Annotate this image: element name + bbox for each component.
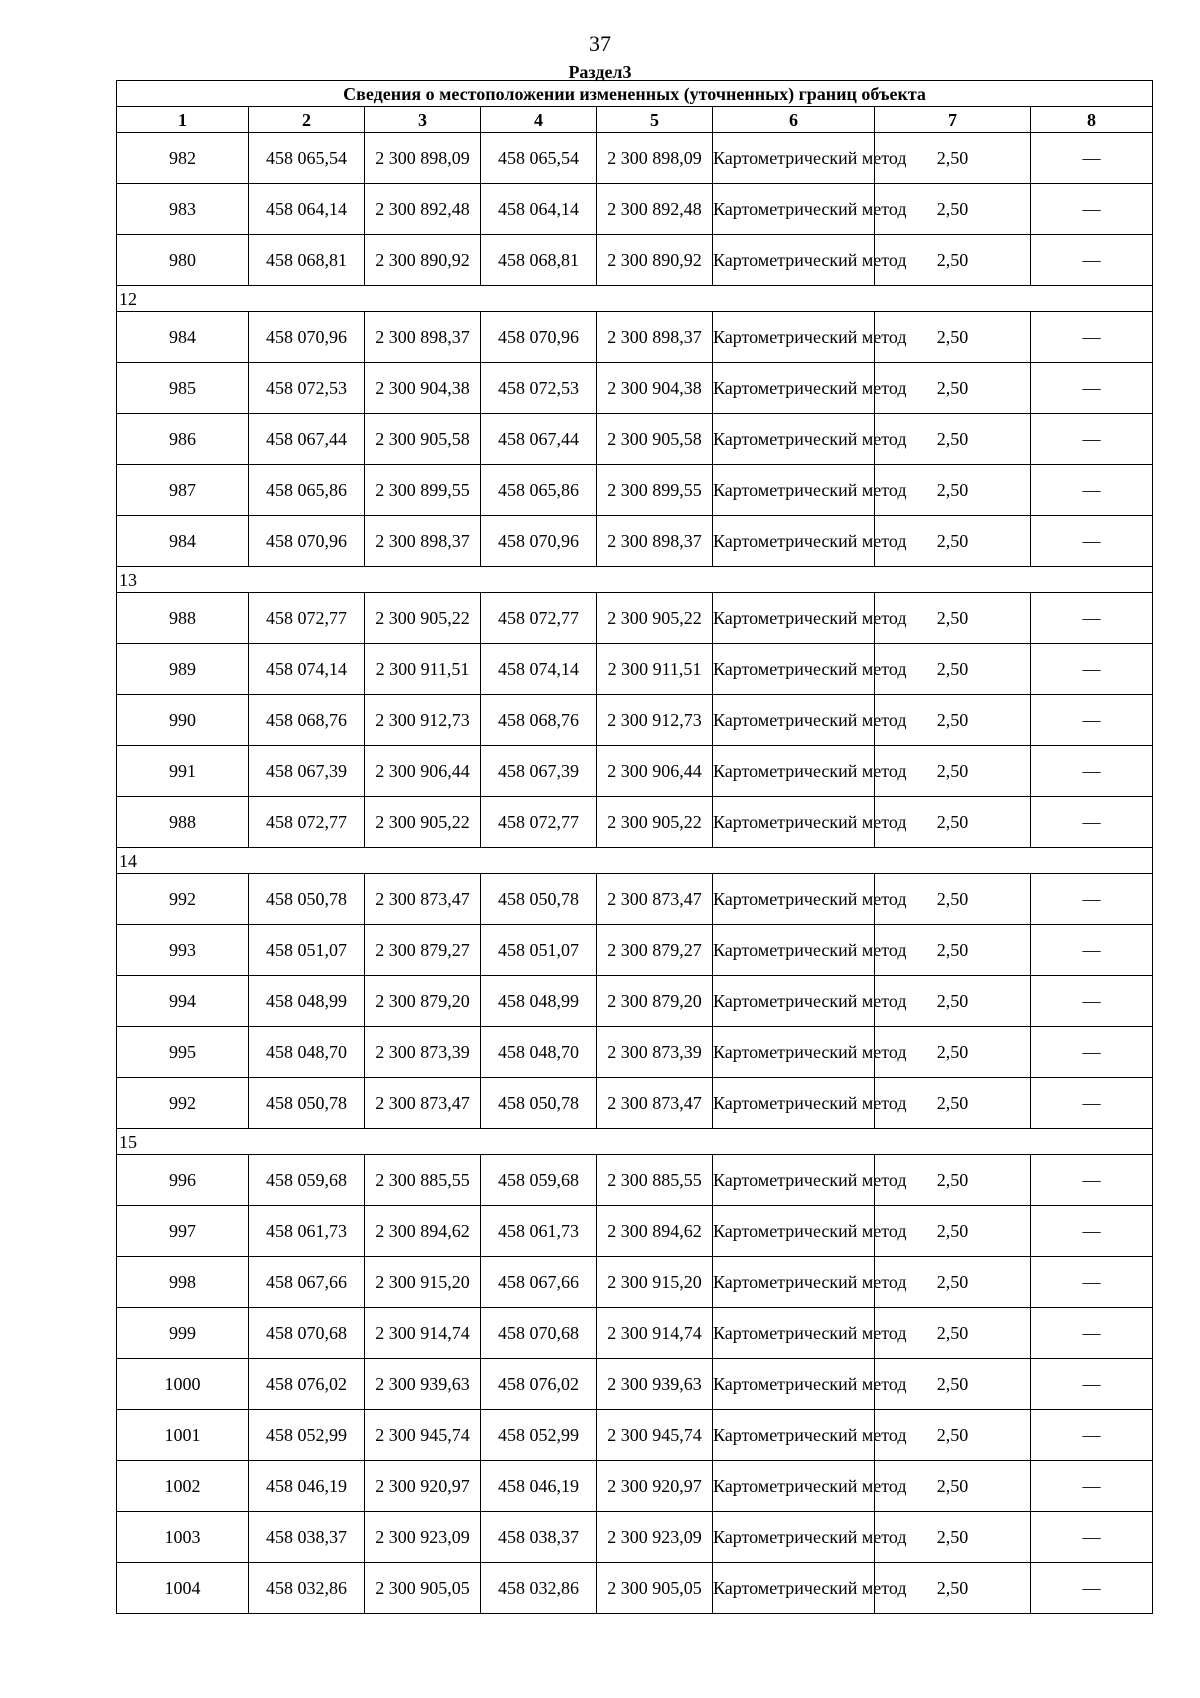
table-body	[117, 81, 1153, 1614]
table-row	[117, 695, 1153, 746]
description-cell: —	[1031, 235, 1153, 286]
precision-cell: 2,50	[875, 976, 1031, 1027]
point-number-cell: 988	[117, 593, 249, 644]
contour-number: 13	[117, 567, 1153, 593]
table-row	[117, 184, 1153, 235]
section-title: Раздел3	[568, 62, 632, 82]
contour-group-row	[117, 286, 1153, 312]
y-new-cell: 2 300 892,48	[597, 184, 713, 235]
table-row	[117, 1206, 1153, 1257]
precision-cell: 2,50	[875, 516, 1031, 567]
table-row	[117, 414, 1153, 465]
description-cell: —	[1031, 1512, 1153, 1563]
y-new-cell: 2 300 873,39	[597, 1027, 713, 1078]
table-row	[117, 976, 1153, 1027]
y-existing-cell: 2 300 894,62	[365, 1206, 481, 1257]
x-existing-cell: 458 065,86	[249, 465, 365, 516]
method-cell: Картометрический метод	[713, 1155, 875, 1206]
point-number-cell: 992	[117, 874, 249, 925]
table-caption-row	[117, 81, 1153, 107]
description-cell: —	[1031, 1563, 1153, 1614]
description-cell: —	[1031, 695, 1153, 746]
x-existing-cell: 458 070,96	[249, 516, 365, 567]
method-cell: Картометрический метод	[713, 874, 875, 925]
y-new-cell: 2 300 912,73	[597, 695, 713, 746]
x-new-cell: 458 076,02	[481, 1359, 597, 1410]
y-new-cell: 2 300 873,47	[597, 874, 713, 925]
description-cell: —	[1031, 1308, 1153, 1359]
method-cell: Картометрический метод	[713, 133, 875, 184]
method-cell: Картометрический метод	[713, 1359, 875, 1410]
y-new-cell: 2 300 914,74	[597, 1308, 713, 1359]
y-new-cell: 2 300 898,37	[597, 516, 713, 567]
point-number-cell: 1003	[117, 1512, 249, 1563]
y-existing-cell: 2 300 879,20	[365, 976, 481, 1027]
y-new-cell: 2 300 904,38	[597, 363, 713, 414]
table-row	[117, 746, 1153, 797]
y-existing-cell: 2 300 914,74	[365, 1308, 481, 1359]
x-existing-cell: 458 032,86	[249, 1563, 365, 1614]
description-cell: —	[1031, 976, 1153, 1027]
x-new-cell: 458 048,99	[481, 976, 597, 1027]
y-new-cell: 2 300 879,27	[597, 925, 713, 976]
x-existing-cell: 458 074,14	[249, 644, 365, 695]
y-existing-cell: 2 300 873,39	[365, 1027, 481, 1078]
y-new-cell: 2 300 939,63	[597, 1359, 713, 1410]
description-cell: —	[1031, 465, 1153, 516]
precision-cell: 2,50	[875, 1512, 1031, 1563]
point-number-cell: 989	[117, 644, 249, 695]
method-cell: Картометрический метод	[713, 414, 875, 465]
x-new-cell: 458 046,19	[481, 1461, 597, 1512]
y-new-cell: 2 300 898,09	[597, 133, 713, 184]
y-existing-cell: 2 300 906,44	[365, 746, 481, 797]
y-new-cell: 2 300 905,05	[597, 1563, 713, 1614]
y-new-cell: 2 300 945,74	[597, 1410, 713, 1461]
point-number-cell: 991	[117, 746, 249, 797]
x-existing-cell: 458 052,99	[249, 1410, 365, 1461]
y-new-cell: 2 300 885,55	[597, 1155, 713, 1206]
method-cell: Картометрический метод	[713, 695, 875, 746]
point-number-cell: 1004	[117, 1563, 249, 1614]
x-new-cell: 458 070,96	[481, 312, 597, 363]
x-existing-cell: 458 068,76	[249, 695, 365, 746]
x-new-cell: 458 067,44	[481, 414, 597, 465]
method-cell: Картометрический метод	[713, 644, 875, 695]
description-cell: —	[1031, 874, 1153, 925]
precision-cell: 2,50	[875, 1078, 1031, 1129]
x-existing-cell: 458 061,73	[249, 1206, 365, 1257]
x-existing-cell: 458 046,19	[249, 1461, 365, 1512]
y-existing-cell: 2 300 945,74	[365, 1410, 481, 1461]
boundary-coordinates-table	[116, 80, 1153, 1614]
point-number-cell: 999	[117, 1308, 249, 1359]
y-new-cell: 2 300 905,58	[597, 414, 713, 465]
x-existing-cell: 458 059,68	[249, 1155, 365, 1206]
contour-group-row	[117, 1129, 1153, 1155]
table-row	[117, 1257, 1153, 1308]
method-cell: Картометрический метод	[713, 1257, 875, 1308]
method-cell: Картометрический метод	[713, 1206, 875, 1257]
y-existing-cell: 2 300 915,20	[365, 1257, 481, 1308]
column-number-header: 1	[117, 107, 249, 133]
y-new-cell: 2 300 894,62	[597, 1206, 713, 1257]
description-cell: —	[1031, 312, 1153, 363]
y-existing-cell: 2 300 905,58	[365, 414, 481, 465]
x-new-cell: 458 070,96	[481, 516, 597, 567]
table-row	[117, 1027, 1153, 1078]
precision-cell: 2,50	[875, 593, 1031, 644]
table-row	[117, 465, 1153, 516]
table-row	[117, 1512, 1153, 1563]
y-existing-cell: 2 300 920,97	[365, 1461, 481, 1512]
precision-cell: 2,50	[875, 874, 1031, 925]
point-number-cell: 997	[117, 1206, 249, 1257]
precision-cell: 2,50	[875, 465, 1031, 516]
column-number-header: 6	[713, 107, 875, 133]
x-existing-cell: 458 072,77	[249, 797, 365, 848]
method-cell: Картометрический метод	[713, 1078, 875, 1129]
description-cell: —	[1031, 1257, 1153, 1308]
description-cell: —	[1031, 1410, 1153, 1461]
point-number-cell: 982	[117, 133, 249, 184]
x-existing-cell: 458 067,66	[249, 1257, 365, 1308]
method-cell: Картометрический метод	[713, 925, 875, 976]
description-cell: —	[1031, 644, 1153, 695]
y-existing-cell: 2 300 885,55	[365, 1155, 481, 1206]
x-new-cell: 458 051,07	[481, 925, 597, 976]
column-number-header: 4	[481, 107, 597, 133]
x-existing-cell: 458 050,78	[249, 1078, 365, 1129]
precision-cell: 2,50	[875, 1359, 1031, 1410]
precision-cell: 2,50	[875, 695, 1031, 746]
column-number-header: 2	[249, 107, 365, 133]
method-cell: Картометрический метод	[713, 1308, 875, 1359]
table-caption: Сведения о местоположении измененных (уточненных) границ объекта	[117, 81, 1153, 107]
table-row	[117, 797, 1153, 848]
precision-cell: 2,50	[875, 363, 1031, 414]
method-cell: Картометрический метод	[713, 1512, 875, 1563]
y-new-cell: 2 300 873,47	[597, 1078, 713, 1129]
description-cell: —	[1031, 1359, 1153, 1410]
x-existing-cell: 458 067,39	[249, 746, 365, 797]
table-row	[117, 593, 1153, 644]
x-existing-cell: 458 070,68	[249, 1308, 365, 1359]
x-new-cell: 458 068,81	[481, 235, 597, 286]
table-row	[117, 644, 1153, 695]
y-new-cell: 2 300 906,44	[597, 746, 713, 797]
table-row	[117, 874, 1153, 925]
x-existing-cell: 458 068,81	[249, 235, 365, 286]
x-new-cell: 458 074,14	[481, 644, 597, 695]
method-cell: Картометрический метод	[713, 1410, 875, 1461]
y-existing-cell: 2 300 912,73	[365, 695, 481, 746]
x-new-cell: 458 065,54	[481, 133, 597, 184]
x-new-cell: 458 050,78	[481, 874, 597, 925]
method-cell: Картометрический метод	[713, 1027, 875, 1078]
contour-number: 14	[117, 848, 1153, 874]
y-existing-cell: 2 300 899,55	[365, 465, 481, 516]
precision-cell: 2,50	[875, 797, 1031, 848]
point-number-cell: 987	[117, 465, 249, 516]
precision-cell: 2,50	[875, 1206, 1031, 1257]
contour-group-row	[117, 567, 1153, 593]
y-existing-cell: 2 300 890,92	[365, 235, 481, 286]
contour-group-row	[117, 848, 1153, 874]
table-row	[117, 1155, 1153, 1206]
precision-cell: 2,50	[875, 1563, 1031, 1614]
table-row	[117, 1563, 1153, 1614]
description-cell: —	[1031, 363, 1153, 414]
description-cell: —	[1031, 797, 1153, 848]
point-number-cell: 984	[117, 312, 249, 363]
x-new-cell: 458 032,86	[481, 1563, 597, 1614]
precision-cell: 2,50	[875, 414, 1031, 465]
x-existing-cell: 458 072,77	[249, 593, 365, 644]
column-number-header: 7	[875, 107, 1031, 133]
x-new-cell: 458 038,37	[481, 1512, 597, 1563]
method-cell: Картометрический метод	[713, 516, 875, 567]
contour-number: 12	[117, 286, 1153, 312]
description-cell: —	[1031, 414, 1153, 465]
y-new-cell: 2 300 911,51	[597, 644, 713, 695]
x-existing-cell: 458 076,02	[249, 1359, 365, 1410]
x-new-cell: 458 072,53	[481, 363, 597, 414]
table-row	[117, 1461, 1153, 1512]
y-existing-cell: 2 300 905,22	[365, 593, 481, 644]
y-existing-cell: 2 300 939,63	[365, 1359, 481, 1410]
x-new-cell: 458 070,68	[481, 1308, 597, 1359]
method-cell: Картометрический метод	[713, 976, 875, 1027]
description-cell: —	[1031, 184, 1153, 235]
contour-number: 15	[117, 1129, 1153, 1155]
table-row	[117, 1359, 1153, 1410]
x-existing-cell: 458 072,53	[249, 363, 365, 414]
point-number-cell: 993	[117, 925, 249, 976]
x-existing-cell: 458 070,96	[249, 312, 365, 363]
point-number-cell: 990	[117, 695, 249, 746]
description-cell: —	[1031, 746, 1153, 797]
x-new-cell: 458 048,70	[481, 1027, 597, 1078]
table-row	[117, 925, 1153, 976]
x-existing-cell: 458 050,78	[249, 874, 365, 925]
method-cell: Картометрический метод	[713, 363, 875, 414]
column-number-header: 5	[597, 107, 713, 133]
column-numbers-row	[117, 107, 1153, 133]
point-number-cell: 998	[117, 1257, 249, 1308]
x-new-cell: 458 061,73	[481, 1206, 597, 1257]
y-new-cell: 2 300 905,22	[597, 593, 713, 644]
method-cell: Картометрический метод	[713, 797, 875, 848]
y-existing-cell: 2 300 898,37	[365, 516, 481, 567]
precision-cell: 2,50	[875, 1461, 1031, 1512]
precision-cell: 2,50	[875, 1155, 1031, 1206]
point-number-cell: 1002	[117, 1461, 249, 1512]
y-existing-cell: 2 300 873,47	[365, 874, 481, 925]
y-existing-cell: 2 300 911,51	[365, 644, 481, 695]
description-cell: —	[1031, 1078, 1153, 1129]
precision-cell: 2,50	[875, 312, 1031, 363]
table-row	[117, 1078, 1153, 1129]
precision-cell: 2,50	[875, 184, 1031, 235]
description-cell: —	[1031, 1461, 1153, 1512]
y-existing-cell: 2 300 892,48	[365, 184, 481, 235]
description-cell: —	[1031, 1155, 1153, 1206]
column-number-header: 3	[365, 107, 481, 133]
x-new-cell: 458 072,77	[481, 593, 597, 644]
point-number-cell: 986	[117, 414, 249, 465]
table-row	[117, 235, 1153, 286]
y-new-cell: 2 300 905,22	[597, 797, 713, 848]
precision-cell: 2,50	[875, 1257, 1031, 1308]
point-number-cell: 983	[117, 184, 249, 235]
x-new-cell: 458 064,14	[481, 184, 597, 235]
precision-cell: 2,50	[875, 1027, 1031, 1078]
precision-cell: 2,50	[875, 235, 1031, 286]
method-cell: Картометрический метод	[713, 593, 875, 644]
y-new-cell: 2 300 899,55	[597, 465, 713, 516]
table-row	[117, 516, 1153, 567]
x-existing-cell: 458 048,70	[249, 1027, 365, 1078]
x-new-cell: 458 052,99	[481, 1410, 597, 1461]
table-row	[117, 133, 1153, 184]
x-new-cell: 458 068,76	[481, 695, 597, 746]
table-row	[117, 1308, 1153, 1359]
precision-cell: 2,50	[875, 925, 1031, 976]
precision-cell: 2,50	[875, 1410, 1031, 1461]
method-cell: Картометрический метод	[713, 1563, 875, 1614]
x-new-cell: 458 059,68	[481, 1155, 597, 1206]
point-number-cell: 992	[117, 1078, 249, 1129]
method-cell: Картометрический метод	[713, 235, 875, 286]
point-number-cell: 988	[117, 797, 249, 848]
method-cell: Картометрический метод	[713, 184, 875, 235]
y-new-cell: 2 300 879,20	[597, 976, 713, 1027]
x-existing-cell: 458 065,54	[249, 133, 365, 184]
table-row	[117, 312, 1153, 363]
x-new-cell: 458 067,66	[481, 1257, 597, 1308]
y-new-cell: 2 300 923,09	[597, 1512, 713, 1563]
point-number-cell: 985	[117, 363, 249, 414]
x-new-cell: 458 072,77	[481, 797, 597, 848]
x-existing-cell: 458 051,07	[249, 925, 365, 976]
point-number-cell: 984	[117, 516, 249, 567]
point-number-cell: 995	[117, 1027, 249, 1078]
point-number-cell: 996	[117, 1155, 249, 1206]
method-cell: Картометрический метод	[713, 1461, 875, 1512]
y-new-cell: 2 300 915,20	[597, 1257, 713, 1308]
description-cell: —	[1031, 1206, 1153, 1257]
description-cell: —	[1031, 133, 1153, 184]
point-number-cell: 994	[117, 976, 249, 1027]
x-existing-cell: 458 064,14	[249, 184, 365, 235]
precision-cell: 2,50	[875, 644, 1031, 695]
description-cell: —	[1031, 925, 1153, 976]
column-number-header: 8	[1031, 107, 1153, 133]
y-existing-cell: 2 300 898,37	[365, 312, 481, 363]
page-number: 37	[589, 31, 611, 56]
description-cell: —	[1031, 593, 1153, 644]
method-cell: Картометрический метод	[713, 465, 875, 516]
x-new-cell: 458 067,39	[481, 746, 597, 797]
description-cell: —	[1031, 516, 1153, 567]
method-cell: Картометрический метод	[713, 746, 875, 797]
point-number-cell: 1001	[117, 1410, 249, 1461]
y-existing-cell: 2 300 905,05	[365, 1563, 481, 1614]
precision-cell: 2,50	[875, 746, 1031, 797]
precision-cell: 2,50	[875, 1308, 1031, 1359]
point-number-cell: 1000	[117, 1359, 249, 1410]
description-cell: —	[1031, 1027, 1153, 1078]
method-cell: Картометрический метод	[713, 312, 875, 363]
y-new-cell: 2 300 898,37	[597, 312, 713, 363]
y-existing-cell: 2 300 905,22	[365, 797, 481, 848]
y-existing-cell: 2 300 923,09	[365, 1512, 481, 1563]
table-row	[117, 363, 1153, 414]
y-existing-cell: 2 300 904,38	[365, 363, 481, 414]
x-existing-cell: 458 048,99	[249, 976, 365, 1027]
y-existing-cell: 2 300 873,47	[365, 1078, 481, 1129]
x-new-cell: 458 050,78	[481, 1078, 597, 1129]
x-new-cell: 458 065,86	[481, 465, 597, 516]
y-existing-cell: 2 300 898,09	[365, 133, 481, 184]
y-new-cell: 2 300 920,97	[597, 1461, 713, 1512]
point-number-cell: 980	[117, 235, 249, 286]
x-existing-cell: 458 038,37	[249, 1512, 365, 1563]
table-row	[117, 1410, 1153, 1461]
x-existing-cell: 458 067,44	[249, 414, 365, 465]
y-existing-cell: 2 300 879,27	[365, 925, 481, 976]
y-new-cell: 2 300 890,92	[597, 235, 713, 286]
precision-cell: 2,50	[875, 133, 1031, 184]
